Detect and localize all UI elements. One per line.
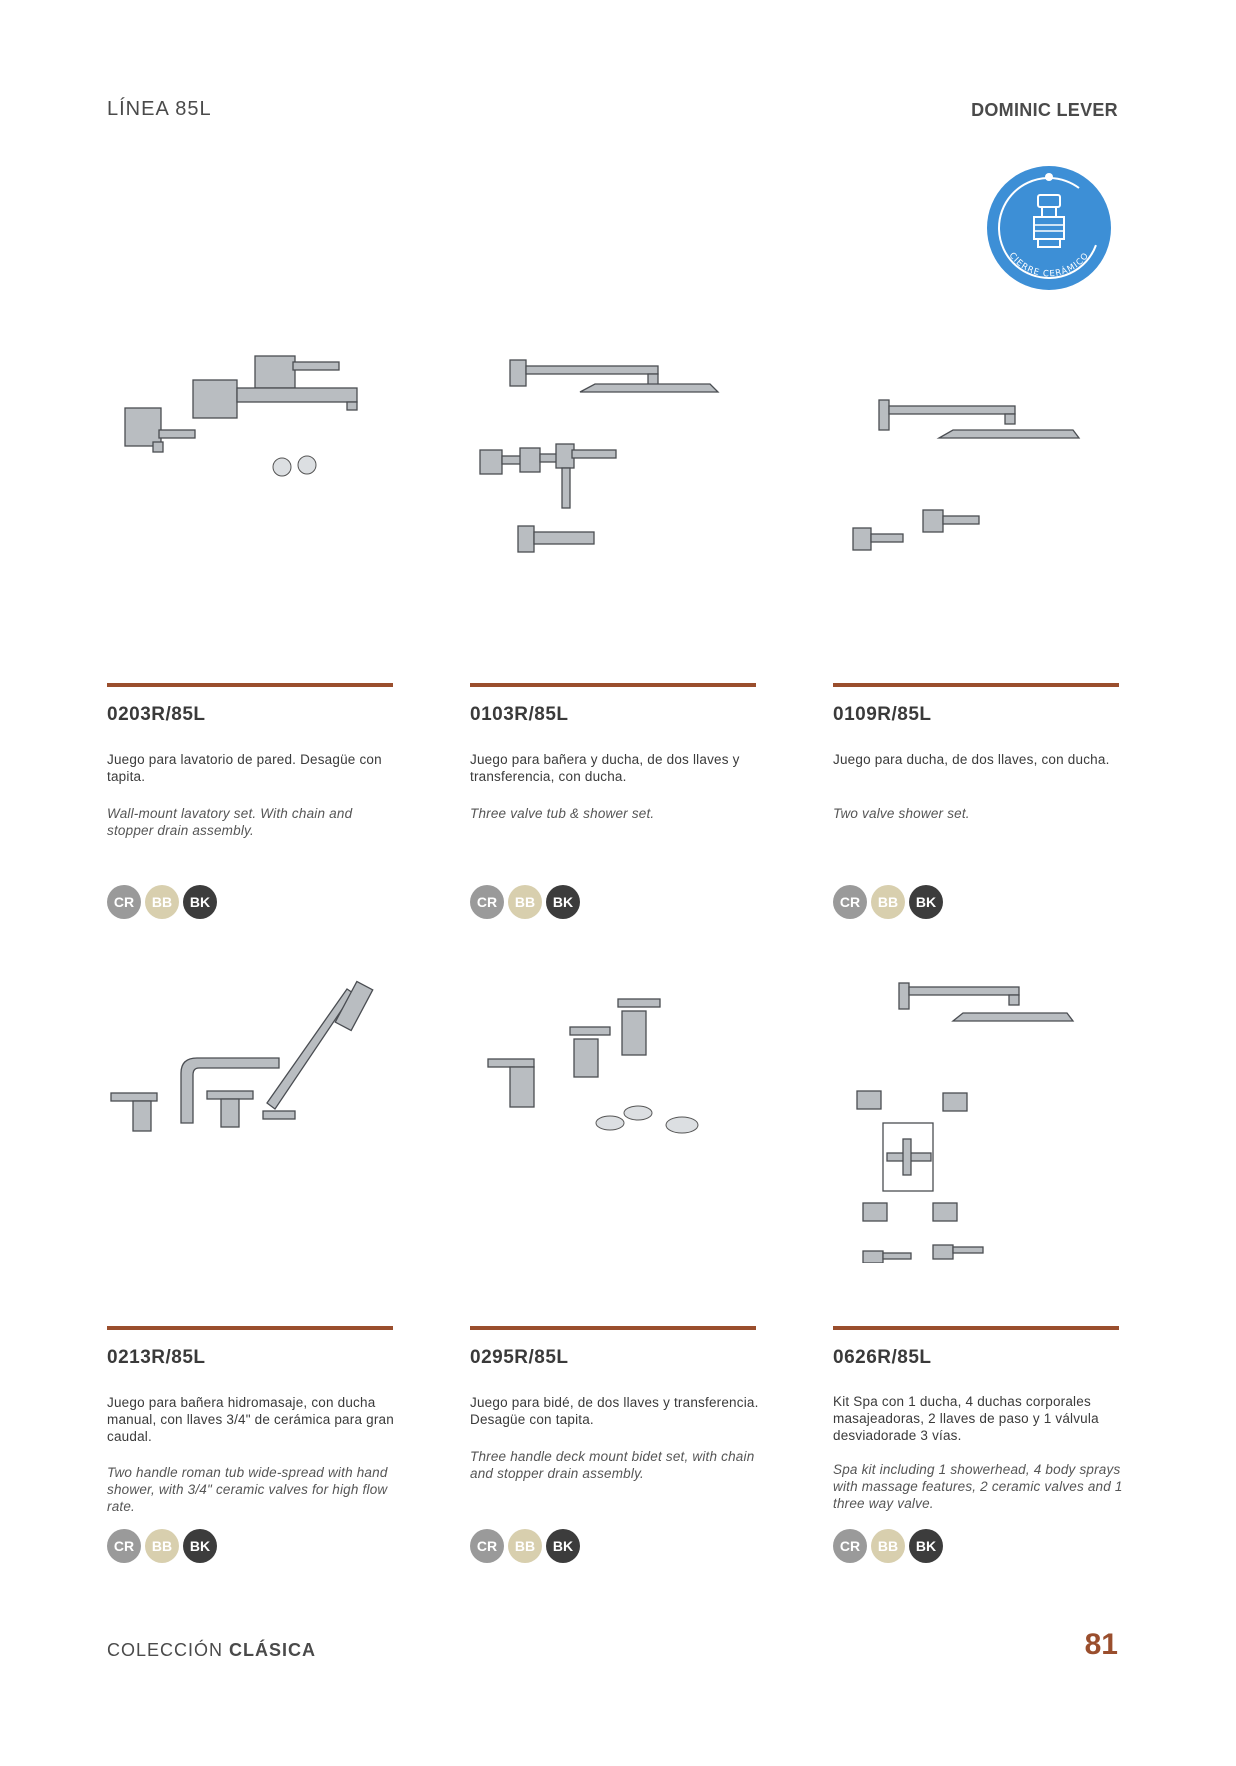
finish-cr-badge: CR [470, 1529, 504, 1563]
product-divider [470, 683, 756, 687]
product-divider [470, 1326, 756, 1330]
ceramic-cartridge-badge [986, 165, 1112, 291]
product-description-en: Spa kit including 1 showerhead, 4 body sprays with massage features, 2 ceramic valves and 1 three way valve. [833, 1462, 1123, 1511]
finish-bk-badge: BK [183, 885, 217, 919]
finish-bk-badge: BK [546, 885, 580, 919]
finish-cr-badge: CR [107, 885, 141, 919]
product-description-en: Wall-mount lavatory set. With chain and stopper drain assembly. [107, 806, 353, 838]
product-divider [833, 1326, 1119, 1330]
ceramic-cartridge-icon [986, 165, 1112, 291]
finish-cr-badge: CR [107, 1529, 141, 1563]
spa-kit-icon [823, 963, 1123, 1263]
tub-shower-set-icon [460, 350, 760, 650]
product-divider [107, 683, 393, 687]
page-number: 81 [1084, 1628, 1118, 1661]
product-description-en: Two valve shower set. [833, 806, 970, 821]
product-image [823, 963, 1123, 1263]
product-code: 0213R/85L [107, 1347, 206, 1368]
finish-bb-badge: BB [871, 1529, 905, 1563]
product-code: 0109R/85L [833, 704, 932, 725]
footer-collection [107, 1640, 316, 1661]
finish-cr-badge: CR [470, 885, 504, 919]
bidet-set-icon [460, 963, 760, 1263]
finish-bb-badge: BB [871, 885, 905, 919]
finish-options [107, 1529, 217, 1563]
header-brand-label: DOMINIC LEVER [971, 100, 1118, 120]
finish-bk-badge: BK [909, 885, 943, 919]
badge-text: CIERRE CERÁMICO [1006, 250, 1092, 280]
product-description-es: Kit Spa con 1 ducha, 4 duchas corporales masajeadoras, 2 llaves de paso y 1 válvula desviadorade 3 vías. [833, 1394, 1099, 1443]
product-image [823, 350, 1123, 650]
finish-options [107, 885, 217, 919]
product-image [460, 350, 760, 650]
product-description-en: Three handle deck mount bidet set, with chain and stopper drain assembly. [470, 1449, 755, 1481]
product-description-en: Three valve tub & shower set. [470, 806, 655, 821]
product-description-es: Juego para bañera hidromasaje, con ducha manual, con llaves 3/4" de cerámica para gran caudal. [107, 1395, 394, 1444]
finish-cr-badge: CR [833, 885, 867, 919]
product-code: 0203R/85L [107, 704, 206, 725]
product-description-es: Juego para bañera y ducha, de dos llaves y transferencia, con ducha. [470, 752, 740, 784]
product-code: 0626R/85L [833, 1347, 932, 1368]
product-image [97, 350, 397, 650]
finish-bk-badge: BK [546, 1529, 580, 1563]
finish-bk-badge: BK [183, 1529, 217, 1563]
product-grid [107, 350, 1123, 1590]
finish-bb-badge: BB [145, 1529, 179, 1563]
product-code: 0103R/85L [470, 704, 569, 725]
product-image [460, 963, 760, 1263]
wall-mount-lavatory-set-icon [97, 350, 397, 650]
product-description-en: Two handle roman tub wide-spread with hand shower, with 3/4" ceramic valves for high flow rate. [107, 1465, 388, 1514]
footer-collection-name: CLÁSICA [229, 1640, 317, 1660]
product-image [97, 963, 397, 1263]
finish-options [470, 885, 580, 919]
finish-options [470, 1529, 580, 1563]
finish-bb-badge: BB [508, 1529, 542, 1563]
product-description-es: Juego para lavatorio de pared. Desagüe con tapita. [107, 752, 382, 784]
roman-tub-set-icon [97, 963, 397, 1263]
finish-bb-badge: BB [508, 885, 542, 919]
product-description-es: Juego para bidé, de dos llaves y transferencia. Desagüe con tapita. [470, 1395, 759, 1427]
product-description-es: Juego para ducha, de dos llaves, con ducha. [833, 752, 1110, 767]
finish-cr-badge: CR [833, 1529, 867, 1563]
footer-collection-prefix: COLECCIÓN [107, 1640, 224, 1660]
finish-bb-badge: BB [145, 885, 179, 919]
product-code: 0295R/85L [470, 1347, 569, 1368]
product-divider [107, 1326, 393, 1330]
finish-options [833, 885, 943, 919]
finish-bk-badge: BK [909, 1529, 943, 1563]
product-divider [833, 683, 1119, 687]
finish-options [833, 1529, 943, 1563]
shower-set-icon [823, 350, 1123, 650]
header-line-label: LÍNEA 85L [107, 98, 212, 120]
